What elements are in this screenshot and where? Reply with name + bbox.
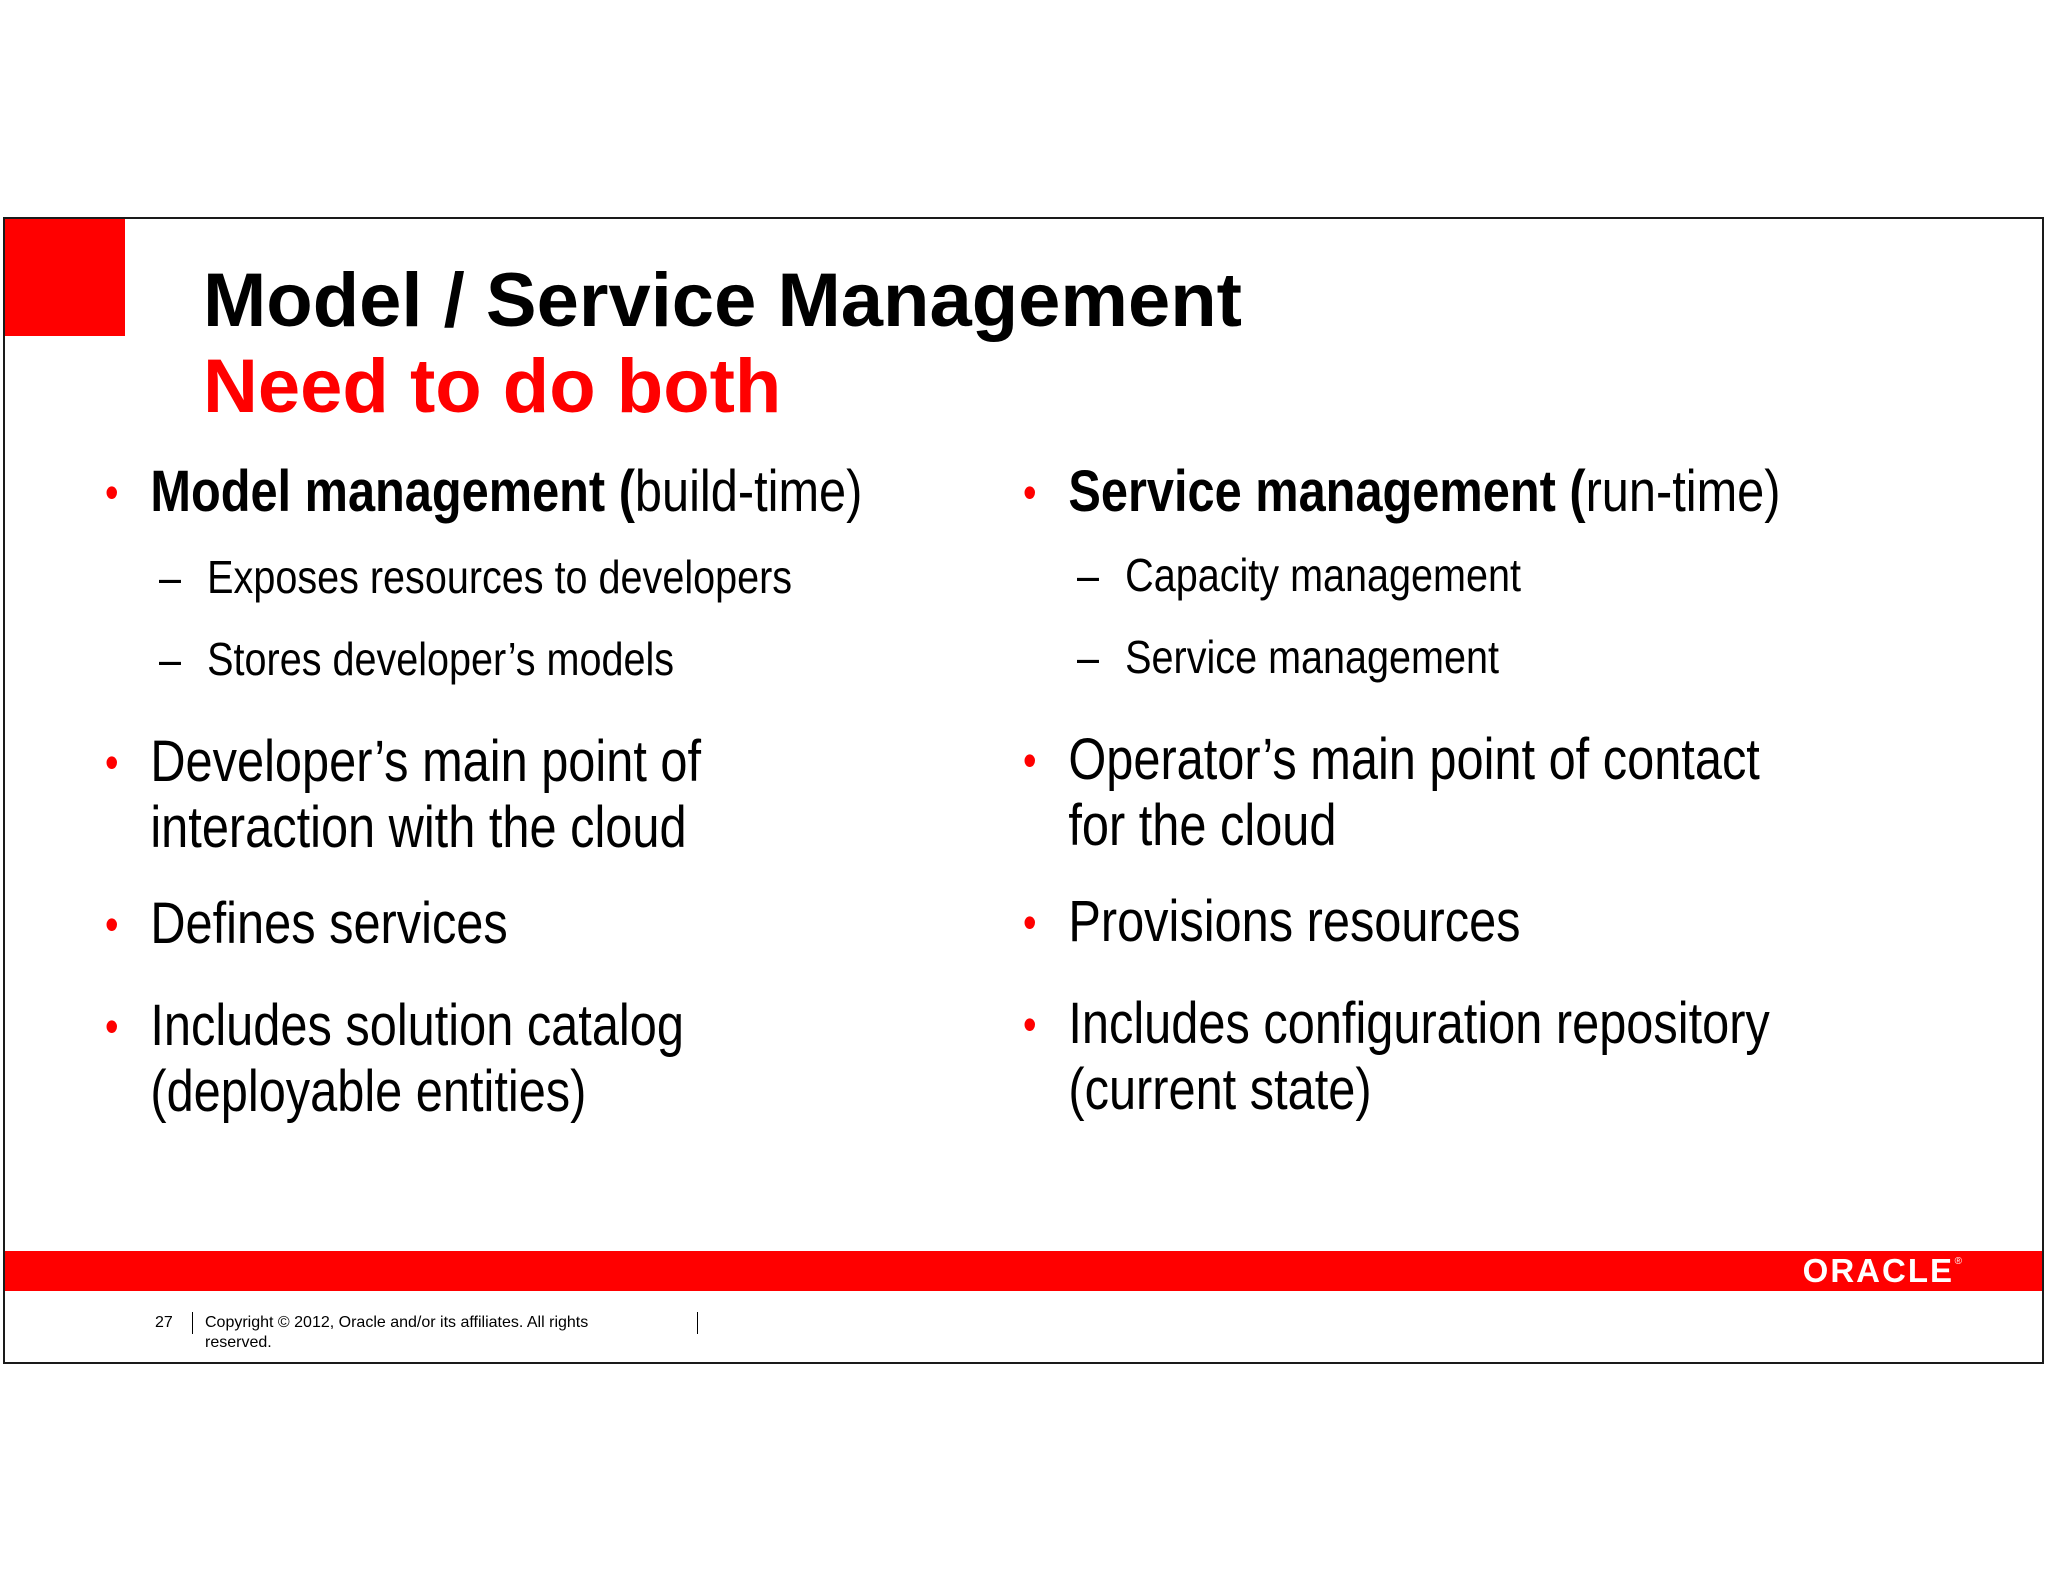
bullet-icon: • — [105, 736, 119, 788]
slide-subtitle: Need to do both — [203, 344, 782, 429]
dash-icon: – — [1077, 549, 1100, 601]
bullet-icon: • — [105, 466, 119, 518]
dash-icon: – — [159, 633, 182, 685]
page-number: 27 — [155, 1314, 173, 1331]
bullet-heading-bold: Model management ( — [150, 459, 635, 524]
bullet-heading-bold: Service management ( — [1068, 459, 1586, 524]
footer-bar — [5, 1251, 2042, 1291]
dash-icon: – — [1077, 631, 1100, 683]
bullet-icon: • — [105, 1000, 119, 1052]
copyright-notice: Copyright © 2012, Oracle and/or its affiliates. All rights reserved. — [205, 1314, 589, 1351]
bullet-heading-rest: build-time) — [634, 459, 863, 524]
slide-title: Model / Service Management — [203, 258, 1242, 343]
bullet-heading-rest: run-time) — [1585, 459, 1781, 524]
footer-separator — [697, 1312, 698, 1334]
oracle-logo: ORACLE — [1802, 1252, 1954, 1289]
bullet-icon: • — [1023, 998, 1037, 1050]
bullet-icon: • — [105, 898, 119, 950]
slide: Model / Service Management Need to do both • Model management (build-time) – Exposes resources to developers – Stores developer’s models • Developer’s main point of interaction with the cloud • Defines services • Includes solution catalog (deployable entities) • Service management (run-time) – Capacity management – Service management • Operator’s main point of contact for the cloud • Provisions resources • Includes configuration repository (current state) ORACLE ® 27 Copyright © 2012, Oracle and/or its affiliates. All rights reserved. — [3, 217, 2044, 1364]
red-corner-square — [5, 219, 125, 336]
bullet-icon: • — [1023, 734, 1037, 786]
bullet-icon: • — [1023, 466, 1037, 518]
footer-separator — [192, 1312, 193, 1334]
bullet-icon: • — [1023, 896, 1037, 948]
registered-mark: ® — [1954, 1256, 1962, 1267]
dash-icon: – — [159, 551, 182, 603]
